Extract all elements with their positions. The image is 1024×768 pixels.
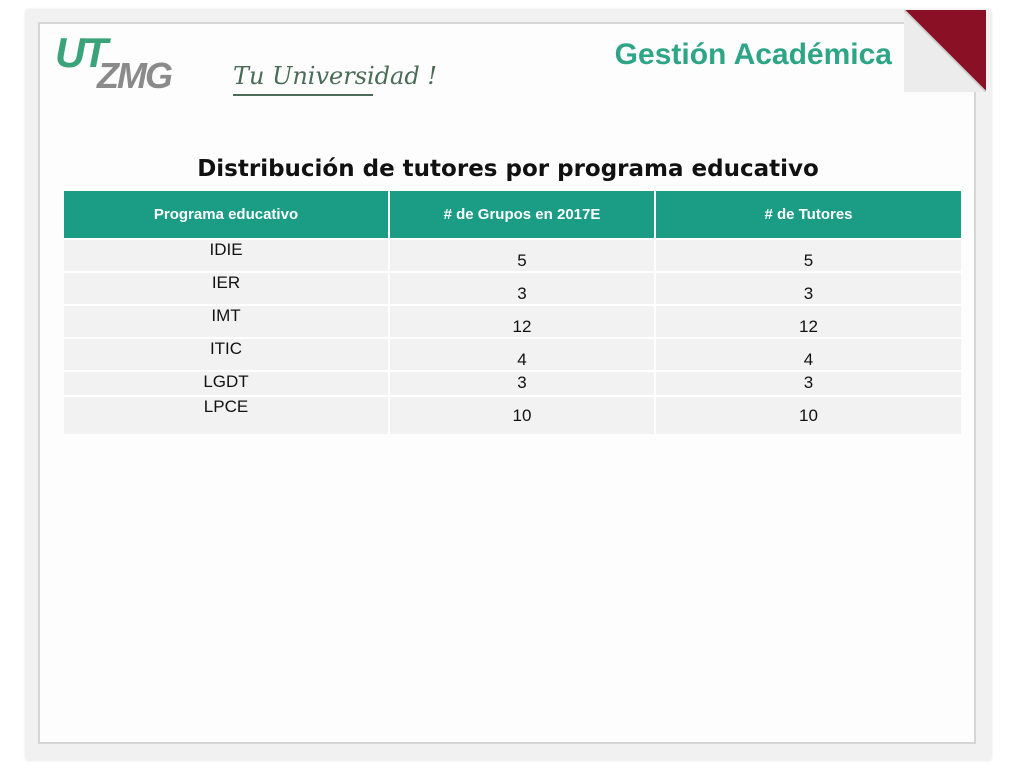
logo-mark-zmg: ZMG [97,55,171,96]
tutors-cell: 3 [656,271,961,304]
program-cell: LGDT [64,370,390,395]
table-row [64,238,961,271]
page-title: Gestión Académica [614,38,892,71]
logo-tagline: Tu Universidad ! [233,62,437,90]
groups-cell: 5 [390,238,656,271]
table-row [64,271,961,304]
tutors-cell: 10 [656,395,961,434]
program-cell: IER [64,271,390,304]
groups-cell: 10 [390,395,656,434]
logo-tagline-underline [233,94,373,96]
program-cell: LPCE [64,395,390,434]
page-corner-fold [904,10,986,92]
tutors-cell: 12 [656,304,961,337]
groups-cell: 3 [390,271,656,304]
tutors-cell: 3 [656,370,961,395]
tutors-cell: 4 [656,337,961,370]
program-cell: ITIC [64,337,390,370]
table-title: Distribución de tutores por programa educativo [197,156,819,182]
groups-cell: 3 [390,370,656,395]
program-cell: IMT [64,304,390,337]
groups-cell: 4 [390,337,656,370]
tutors-cell: 5 [656,238,961,271]
table-row [64,395,961,434]
program-cell: IDIE [64,238,390,271]
university-logo [55,29,437,102]
table-row [64,304,961,337]
groups-cell: 12 [390,304,656,337]
table-row [64,337,961,370]
tutors-table [64,191,961,434]
logo-mark-ut: UT [55,29,105,76]
column-header-groups: # de Grupos en 2017E [390,191,656,238]
table-row [64,370,961,395]
table-header-row [64,191,961,238]
column-header-program: Programa educativo [64,191,390,238]
column-header-tutors: # de Tutores [656,191,961,238]
